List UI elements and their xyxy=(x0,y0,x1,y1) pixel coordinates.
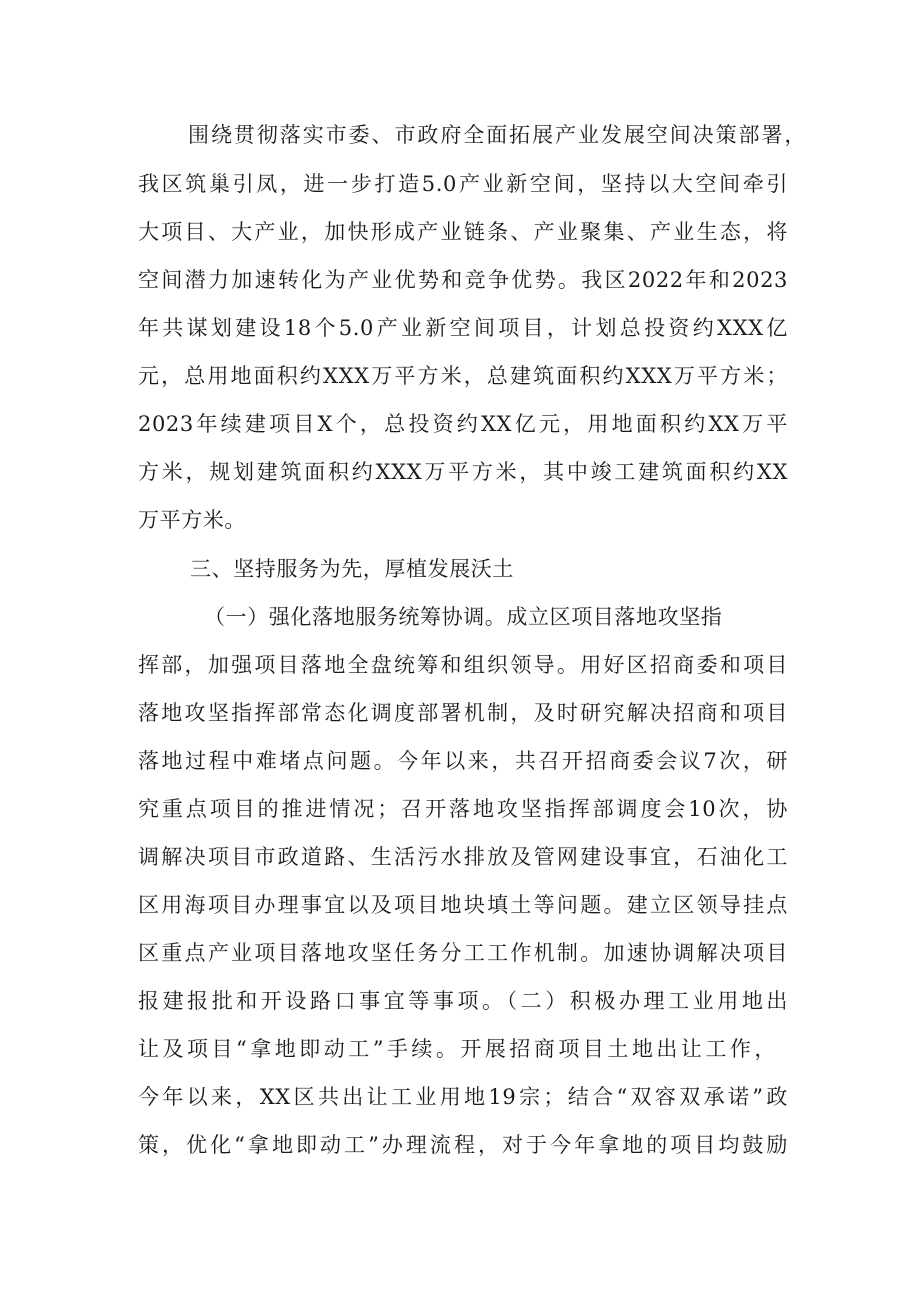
paragraph-line: 策，优化“拿地即动工”办理流程，对于今年拿地的项目均鼓励 xyxy=(138,1133,788,1157)
paragraph-line: 围绕贯彻落实市委、市政府全面拓展产业发展空间决策部署， xyxy=(188,123,806,147)
paragraph-line-last: 万平方米。 xyxy=(138,508,246,532)
paragraph-line: 报建报批和开设路口事宜等事项。（二）积极办理工业用地出 xyxy=(138,989,788,1013)
paragraph-line: 空间潜力加速转化为产业优势和竞争优势。我区2022年和2023 xyxy=(138,268,788,292)
paragraph-line: 今年以来，XX区共出让工业用地19宗；结合“双容双承诺”政 xyxy=(138,1085,788,1109)
paragraph-line: 年共谋划建设18个5.0产业新空间项目，计划总投资约XXX亿 xyxy=(138,316,788,340)
paragraph-line: 区用海项目办理事宜以及项目地块填土等问题。建立区领导挂点 xyxy=(138,893,788,917)
section-heading: 三、坚持服务为先，厚植发展沃土 xyxy=(190,557,514,581)
paragraph-line: 落地攻坚指挥部常态化调度部署机制，及时研究解决招商和项目 xyxy=(138,701,788,725)
paragraph-line: 我区筑巢引凤，进一步打造5.0产业新空间，坚持以大空间牵引 xyxy=(138,172,788,196)
paragraph-line: 方米，规划建筑面积约XXX万平方米，其中竣工建筑面积约XX xyxy=(138,460,788,484)
paragraph-line: 究重点项目的推进情况；召开落地攻坚指挥部调度会10次，协 xyxy=(138,797,788,821)
paragraph-line: 元，总用地面积约XXX万平方米，总建筑面积约XXX万平方米； xyxy=(138,364,788,388)
paragraph-line: 让及项目“拿地即动工”手续。开展招商项目土地出让工作， xyxy=(138,1037,776,1061)
paragraph-line: 2023年续建项目X个，总投资约XX亿元，用地面积约XX万平 xyxy=(138,412,788,436)
subsection-line: （一）强化落地服务统筹协调。成立区项目落地攻坚指 xyxy=(204,605,723,629)
paragraph-line: 调解决项目市政道路、生活污水排放及管网建设事宜，石油化工 xyxy=(138,845,788,869)
paragraph-line: 大项目、大产业，加快形成产业链条、产业聚集、产业生态，将 xyxy=(138,220,788,244)
paragraph-line: 挥部，加强项目落地全盘统筹和组织领导。用好区招商委和项目 xyxy=(138,653,788,677)
paragraph-line: 落地过程中难堵点问题。今年以来，共召开招商委会议7次，研 xyxy=(138,749,788,773)
paragraph-line: 区重点产业项目落地攻坚任务分工工作机制。加速协调解决项目 xyxy=(138,941,788,965)
